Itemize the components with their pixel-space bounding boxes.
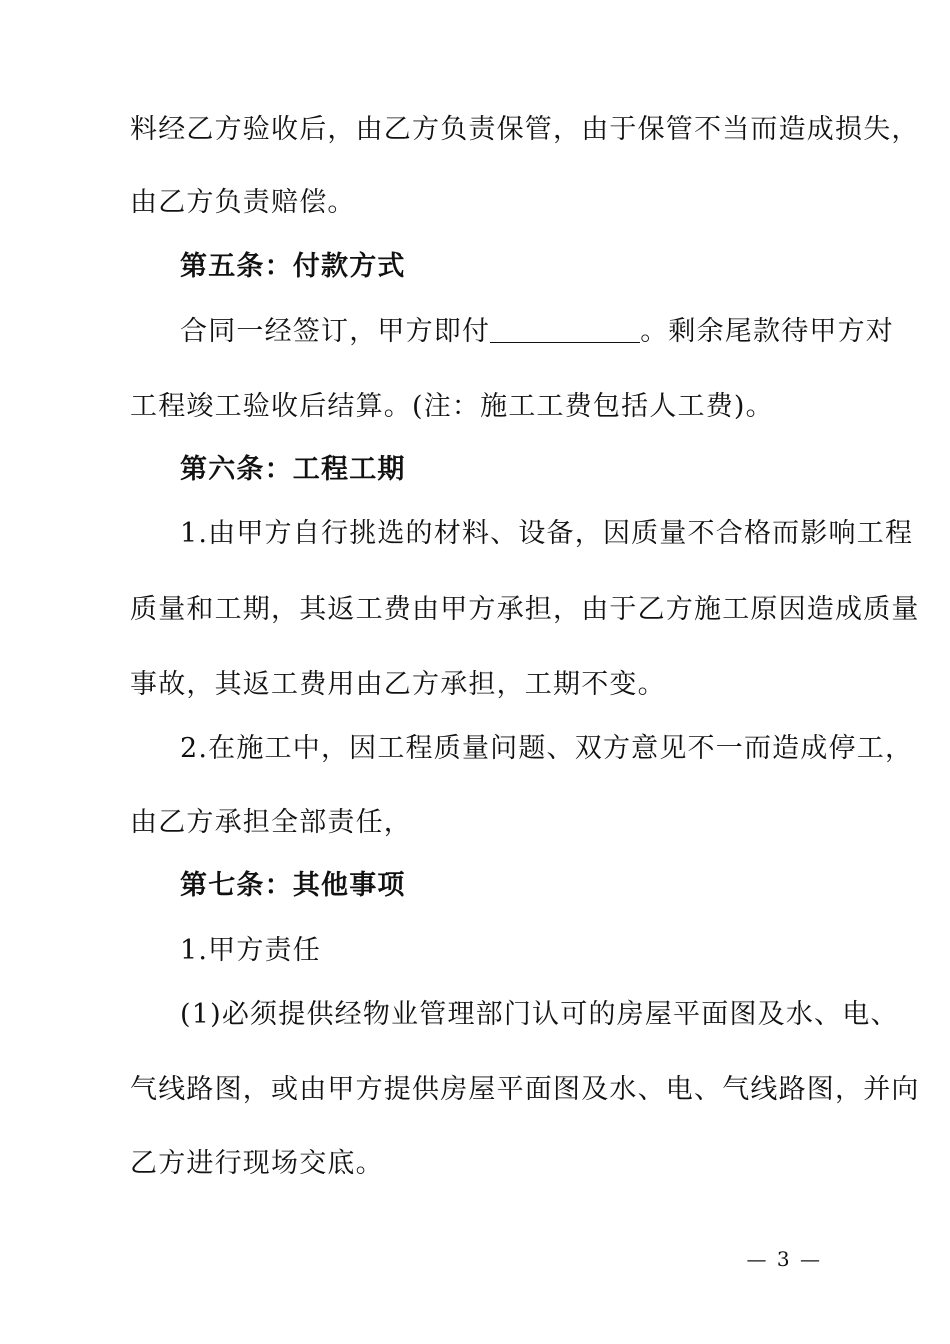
text-line: 事故，其返工费用由乙方承担，工期不变。 [130, 669, 666, 700]
section-heading-7: 第七条：其他事项 [180, 870, 406, 901]
text-segment: 合同一经签订，甲方即付 [180, 316, 491, 347]
section-heading-6: 第六条：工程工期 [180, 454, 406, 485]
text-line: 气线路图，或由甲方提供房屋平面图及水、电、气线路图，并向 [130, 1074, 920, 1105]
text-line: 料经乙方验收后，由乙方负责保管，由于保管不当而造成损失， [130, 114, 920, 145]
text-line: 2.在施工中，因工程质量问题、双方意见不一而造成停工， [180, 733, 914, 764]
page-number: — 3 — [746, 1247, 822, 1271]
text-line: 由乙方负责赔偿。 [130, 187, 356, 218]
text-line [180, 312, 894, 352]
text-segment: 。剩余尾款待甲方对 [640, 316, 895, 347]
text-line: 工程竣工验收后结算。(注：施工工费包括人工费)。 [130, 391, 774, 422]
fill-in-blank [490, 316, 640, 343]
text-line: 1.由甲方自行挑选的材料、设备，因质量不合格而影响工程 [180, 518, 914, 549]
text-line: 由乙方承担全部责任， [130, 807, 412, 838]
text-line: (1)必须提供经物业管理部门认可的房屋平面图及水、电、 [180, 999, 899, 1030]
text-line: 乙方进行现场交底。 [130, 1148, 384, 1179]
text-line: 1.甲方责任 [180, 935, 321, 966]
section-heading-5: 第五条：付款方式 [180, 251, 406, 282]
text-line: 质量和工期，其返工费由甲方承担，由于乙方施工原因造成质量 [130, 594, 920, 625]
